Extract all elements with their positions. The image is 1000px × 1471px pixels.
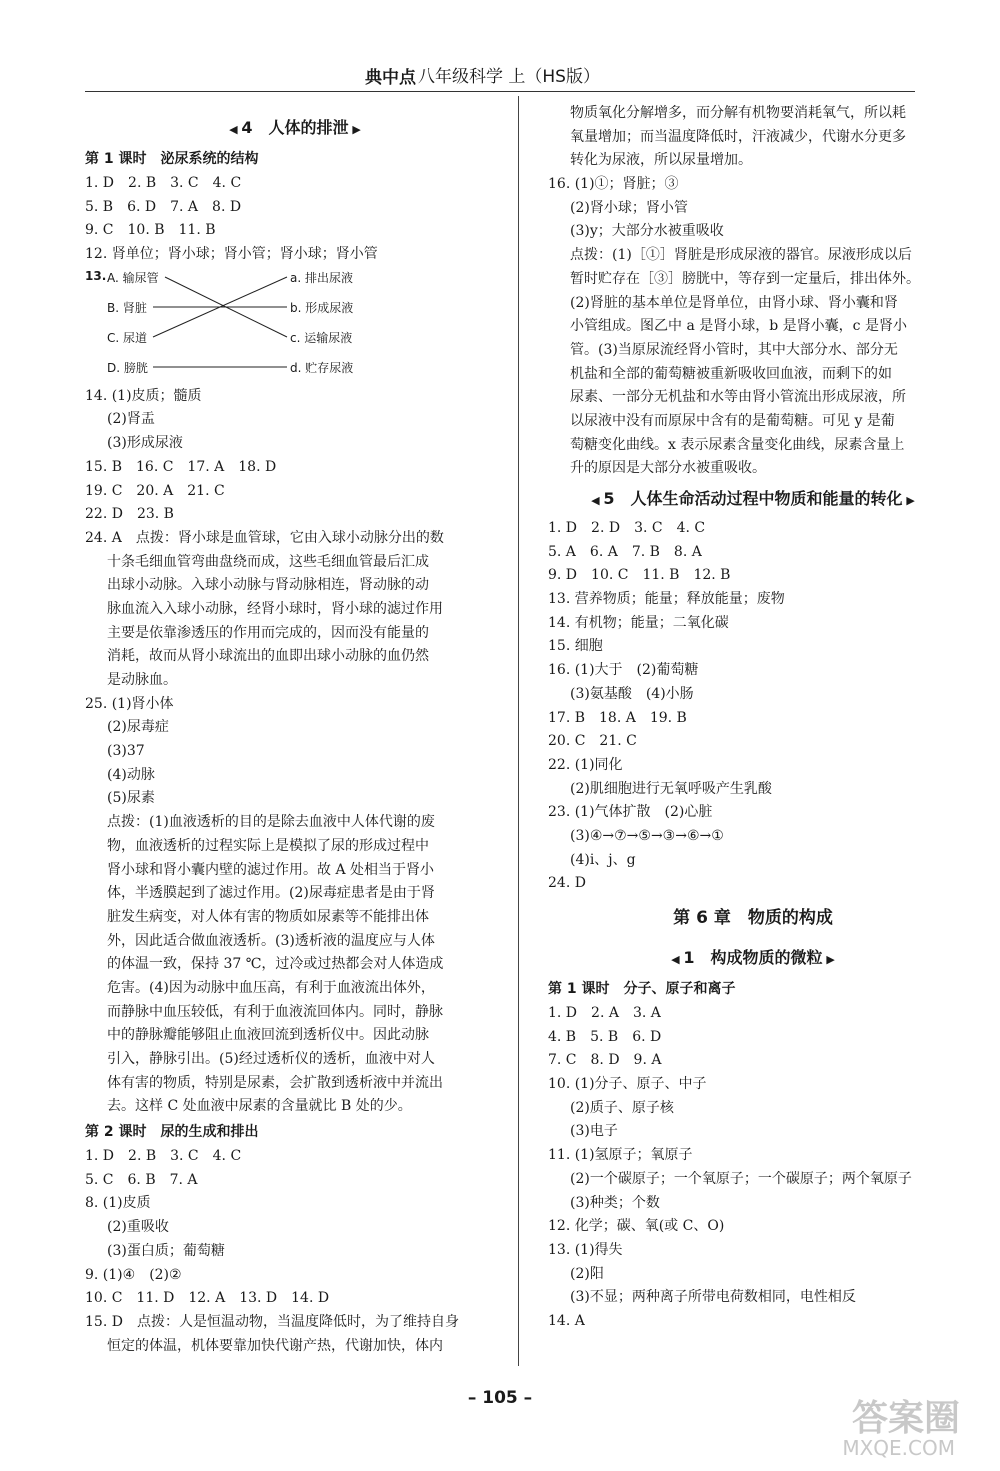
- left-triangle-icon: ◀: [671, 953, 684, 966]
- matching-diagram: [85, 267, 505, 385]
- watermark-logo: 答案圈: [851, 1398, 960, 1439]
- answer-line: 5. B 6. D 7. A 8. D: [85, 198, 242, 215]
- answer-line: 16. (1)①；肾脏；③: [548, 176, 679, 193]
- answer-line: 5. C 6. B 7. A: [85, 1171, 198, 1188]
- answer-line: 体有害的物质，特别是尿素，会扩散到透析液中并流出: [107, 1074, 443, 1091]
- answer-line: 升的原因是大部分水被重吸收。: [570, 460, 766, 477]
- answer-line: 物质氧化分解增多，而分解有机物要消耗氧气，所以耗: [570, 105, 906, 121]
- answer-line: 20. C 21. C: [548, 733, 637, 750]
- lesson-heading: 第 2 课时 尿的生成和排出: [85, 1124, 259, 1141]
- answer-line: 9. D 10. C 11. B 12. B: [548, 567, 731, 584]
- answer-line: 13. (1)得失: [548, 1241, 623, 1258]
- right-triangle-icon: ▶: [348, 123, 361, 136]
- answer-line: 7. C 8. D 9. A: [548, 1052, 662, 1069]
- answer-line: (2)尿毒症: [107, 719, 169, 736]
- answer-line: 1. D 2. A 3. A: [548, 1005, 661, 1021]
- answer-line: 1. D 2. D 3. C 4. C: [548, 520, 706, 536]
- match-left-item: B. 肾脏: [107, 300, 147, 315]
- answer-line: 23. (1)气体扩散 (2)心脏: [548, 804, 713, 821]
- answer-line: (5)尿素: [107, 790, 155, 807]
- answer-line: 11. (1)氢原子；氧原子: [548, 1147, 693, 1164]
- answer-line: 15. D 点拨：人是恒温动物，当温度降低时，为了维持自身: [85, 1313, 459, 1330]
- section-heading-4: ◀ 4 人体的排泄 ▶: [229, 118, 361, 137]
- right-column: [548, 102, 958, 1334]
- book-title: 八年级科学 上（HS版）: [418, 67, 600, 87]
- answer-block: [85, 172, 505, 267]
- answer-line: (3)电子: [570, 1123, 618, 1140]
- answer-line: 脏发生病变，对人体有害的物质如尿素等不能排出体: [107, 908, 429, 925]
- answer-block: [548, 102, 958, 481]
- answer-line: 16. (1)大于 (2)葡萄糖: [548, 662, 699, 679]
- answer-line: 转化为尿液，所以尿量增加。: [570, 152, 752, 169]
- page-number: – 105 –: [467, 1388, 533, 1408]
- right-triangle-icon: ▶: [822, 953, 835, 966]
- answer-line: (2)阳: [570, 1265, 604, 1282]
- answer-line: 出球小动脉。入球小动脉与肾动脉相连，肾动脉的动: [107, 577, 429, 594]
- answer-line: 9. (1)④ (2)②: [85, 1266, 182, 1283]
- answer-line: 小管组成。图乙中 a 是肾小球，b 是肾小囊，c 是肾小: [570, 318, 907, 335]
- answer-line: 24. D: [548, 875, 586, 892]
- answer-line: 而静脉中血压较低，有利于血液流回体内。同时，静脉: [107, 1003, 443, 1020]
- answer-line: 管。(3)当原尿流经肾小管时，其中大部分水、部分无: [570, 341, 898, 358]
- left-column: [85, 110, 505, 1358]
- match-lines: [85, 267, 505, 385]
- answer-line: (2)肾小球；肾小管: [570, 199, 688, 216]
- answer-line: 消耗，故而从肾小球流出的血即出球小动脉的血仍然: [107, 648, 429, 665]
- answer-line: 4. B 5. B 6. D: [548, 1028, 662, 1045]
- right-triangle-icon: ▶: [902, 494, 915, 507]
- page-header: [85, 55, 915, 92]
- match-right-item: a. 排出尿液: [290, 270, 353, 285]
- answer-line: 13. 营养物质；能量；释放能量；废物: [548, 591, 785, 608]
- answer-line: 点拨：(1)［①］肾脏是形成尿液的器官。尿液形成以后: [570, 247, 912, 264]
- answer-line: 氧量增加；而当温度降低时，汗液减少，代谢水分更多: [570, 128, 906, 145]
- answer-line: 肾小球和肾小囊内壁的滤过作用。故 A 处相当于肾小: [107, 861, 435, 878]
- answer-line: (4)i、j、g: [570, 851, 636, 868]
- answer-line: 15. B 16. C 17. A 18. D: [85, 458, 277, 475]
- answer-line: 15. 细胞: [548, 638, 603, 655]
- answer-line: 的体温一致，保持 37 ℃，过冷或过热都会对人体造成: [107, 956, 444, 973]
- answer-line: (3)不显；两种离子所带电荷数相同，电性相反: [570, 1289, 856, 1306]
- watermark-url: MXQE.COM: [842, 1436, 955, 1460]
- answer-line: 萄糖变化曲线。x 表示尿素含量变化曲线，尿素含量上: [570, 436, 905, 453]
- answer-block: [548, 517, 958, 896]
- answer-line: 25. (1)肾小体: [85, 695, 174, 712]
- answer-line: 14. A: [548, 1312, 585, 1329]
- answer-line: (3)y；大部分水被重吸收: [570, 223, 724, 240]
- chapter-heading: 第 6 章 物质的构成: [673, 908, 833, 928]
- answer-line: 脉血流入入球小动脉，经肾小球时，肾小球的滤过作用: [107, 600, 443, 617]
- answer-line: 危害。(4)因为动脉中血压高，有利于血液流出体外，: [107, 979, 435, 996]
- answer-line: 外，因此适合做血液透析。(3)透析液的温度应与人体: [107, 932, 435, 949]
- answer-line: 1. D 2. B 3. C 4. C: [85, 1148, 242, 1165]
- answer-line: (2)肾脏的基本单位是肾单位，由肾小球、肾小囊和肾: [570, 294, 898, 311]
- left-triangle-icon: ◀: [229, 123, 242, 136]
- answer-line: (3)种类；个数: [570, 1194, 660, 1211]
- answer-line: 24. A 点拨：肾小球是血管球，它由入球小动脉分出的数: [85, 529, 444, 546]
- brand-logo: 典中点: [365, 68, 416, 88]
- answer-line: 尿素、一部分无机盐和水等由肾小管流出形成尿液，所: [570, 389, 906, 406]
- match-right-item: b. 形成尿液: [290, 300, 354, 315]
- answer-line: 12. 化学；碳、氧(或 C、O): [548, 1218, 725, 1235]
- answer-block: [548, 1002, 958, 1334]
- answer-line: 9. C 10. B 11. B: [85, 222, 216, 239]
- answer-line: 12. 肾单位；肾小球；肾小管；肾小球；肾小管: [85, 246, 378, 263]
- answer-line: 19. C 20. A 21. C: [85, 482, 225, 499]
- answer-line: 10. (1)分子、原子、中子: [548, 1076, 707, 1093]
- answer-line: 14. 有机物；能量；二氧化碳: [548, 614, 729, 631]
- answer-line: 主要是依靠渗透压的作用而完成的，因而没有能量的: [107, 624, 429, 641]
- answer-line: (2)质子、原子核: [570, 1099, 674, 1116]
- lesson-heading: 第 1 课时 泌尿系统的结构: [85, 151, 259, 167]
- column-divider: [518, 96, 519, 1366]
- answer-line: 以尿液中没有而原尿中含有的是葡萄糖。可见 y 是葡: [570, 412, 895, 429]
- answer-line: 是动脉血。: [107, 672, 177, 688]
- answer-line: (2)重吸收: [107, 1219, 169, 1236]
- answer-line: 机盐和全部的葡萄糖被重新吸收回血液，而剩下的如: [570, 365, 892, 382]
- answer-line: 8. (1)皮质: [85, 1195, 151, 1212]
- answer-line: 中的静脉瓣能够阻止血液回流到透析仪中。因此动脉: [107, 1027, 429, 1044]
- answer-line: (3)氨基酸 (4)小肠: [570, 685, 694, 702]
- answer-line: (3)37: [107, 743, 145, 760]
- answer-line: 22. D 23. B: [85, 506, 174, 523]
- section-heading-1: ◀ 1 构成物质的微粒 ▶: [671, 948, 835, 967]
- match-left-item: C. 尿道: [107, 330, 148, 345]
- answer-line: 去。这样 C 处血液中尿素的含量就比 B 处的少。: [107, 1098, 412, 1115]
- answer-line: 17. B 18. A 19. B: [548, 709, 687, 726]
- answer-line: 10. C 11. D 12. A 13. D 14. D: [85, 1290, 330, 1307]
- answer-line: 14. (1)皮质；髓质: [85, 387, 202, 404]
- answer-line: 恒定的体温，机体要靠加快代谢产热，代谢加快，体内: [107, 1337, 443, 1354]
- answer-line: (2)肾盂: [107, 411, 155, 428]
- answer-line: (3)形成尿液: [107, 435, 183, 452]
- match-right-item: d. 贮存尿液: [290, 360, 354, 375]
- answer-line: 体，半透膜起到了滤过作用。(2)尿毒症患者是由于肾: [107, 885, 435, 902]
- answer-block: [85, 1145, 505, 1358]
- match-left-item: D. 膀胱: [107, 360, 148, 375]
- left-triangle-icon: ◀: [591, 494, 604, 507]
- answer-line: 十条毛细血管弯曲盘绕而成，这些毛细血管最后汇成: [107, 553, 429, 570]
- answer-line: 1. D 2. B 3. C 4. C: [85, 175, 242, 191]
- answer-line: (4)动脉: [107, 766, 155, 783]
- match-left-item: A. 输尿管: [107, 270, 159, 285]
- answer-line: 引入，静脉引出。(5)经过透析仪的透析，血液中对人: [107, 1051, 435, 1067]
- answer-line: 5. A 6. A 7. B 8. A: [548, 543, 702, 560]
- answer-line: (2)肌细胞进行无氧呼吸产生乳酸: [570, 780, 772, 797]
- answer-line: 物，血液透析的过程实际上是模拟了尿的形成过程中: [107, 837, 429, 854]
- answer-line: 22. (1)同化: [548, 756, 623, 773]
- answer-line: 暂时贮存在［③］膀胱中，等存到一定量后，排出体外。: [570, 270, 920, 287]
- lesson-heading: 第 1 课时 分子、原子和离子: [548, 981, 736, 997]
- answer-block: [85, 385, 505, 1119]
- answer-line: (3)蛋白质；葡萄糖: [107, 1242, 225, 1259]
- answer-line: (3)④→⑦→⑤→③→⑥→①: [570, 827, 724, 844]
- answer-line: (2)一个碳原子；一个氧原子；一个碳原子；两个氧原子: [570, 1170, 912, 1187]
- question-number: 13.: [85, 268, 107, 283]
- section-heading-5: ◀ 5 人体生命活动过程中物质和能量的转化 ▶: [591, 489, 915, 508]
- match-right-item: c. 运输尿液: [290, 330, 353, 345]
- answer-line: 点拨：(1)血液透析的目的是除去血液中人体代谢的废: [107, 814, 435, 831]
